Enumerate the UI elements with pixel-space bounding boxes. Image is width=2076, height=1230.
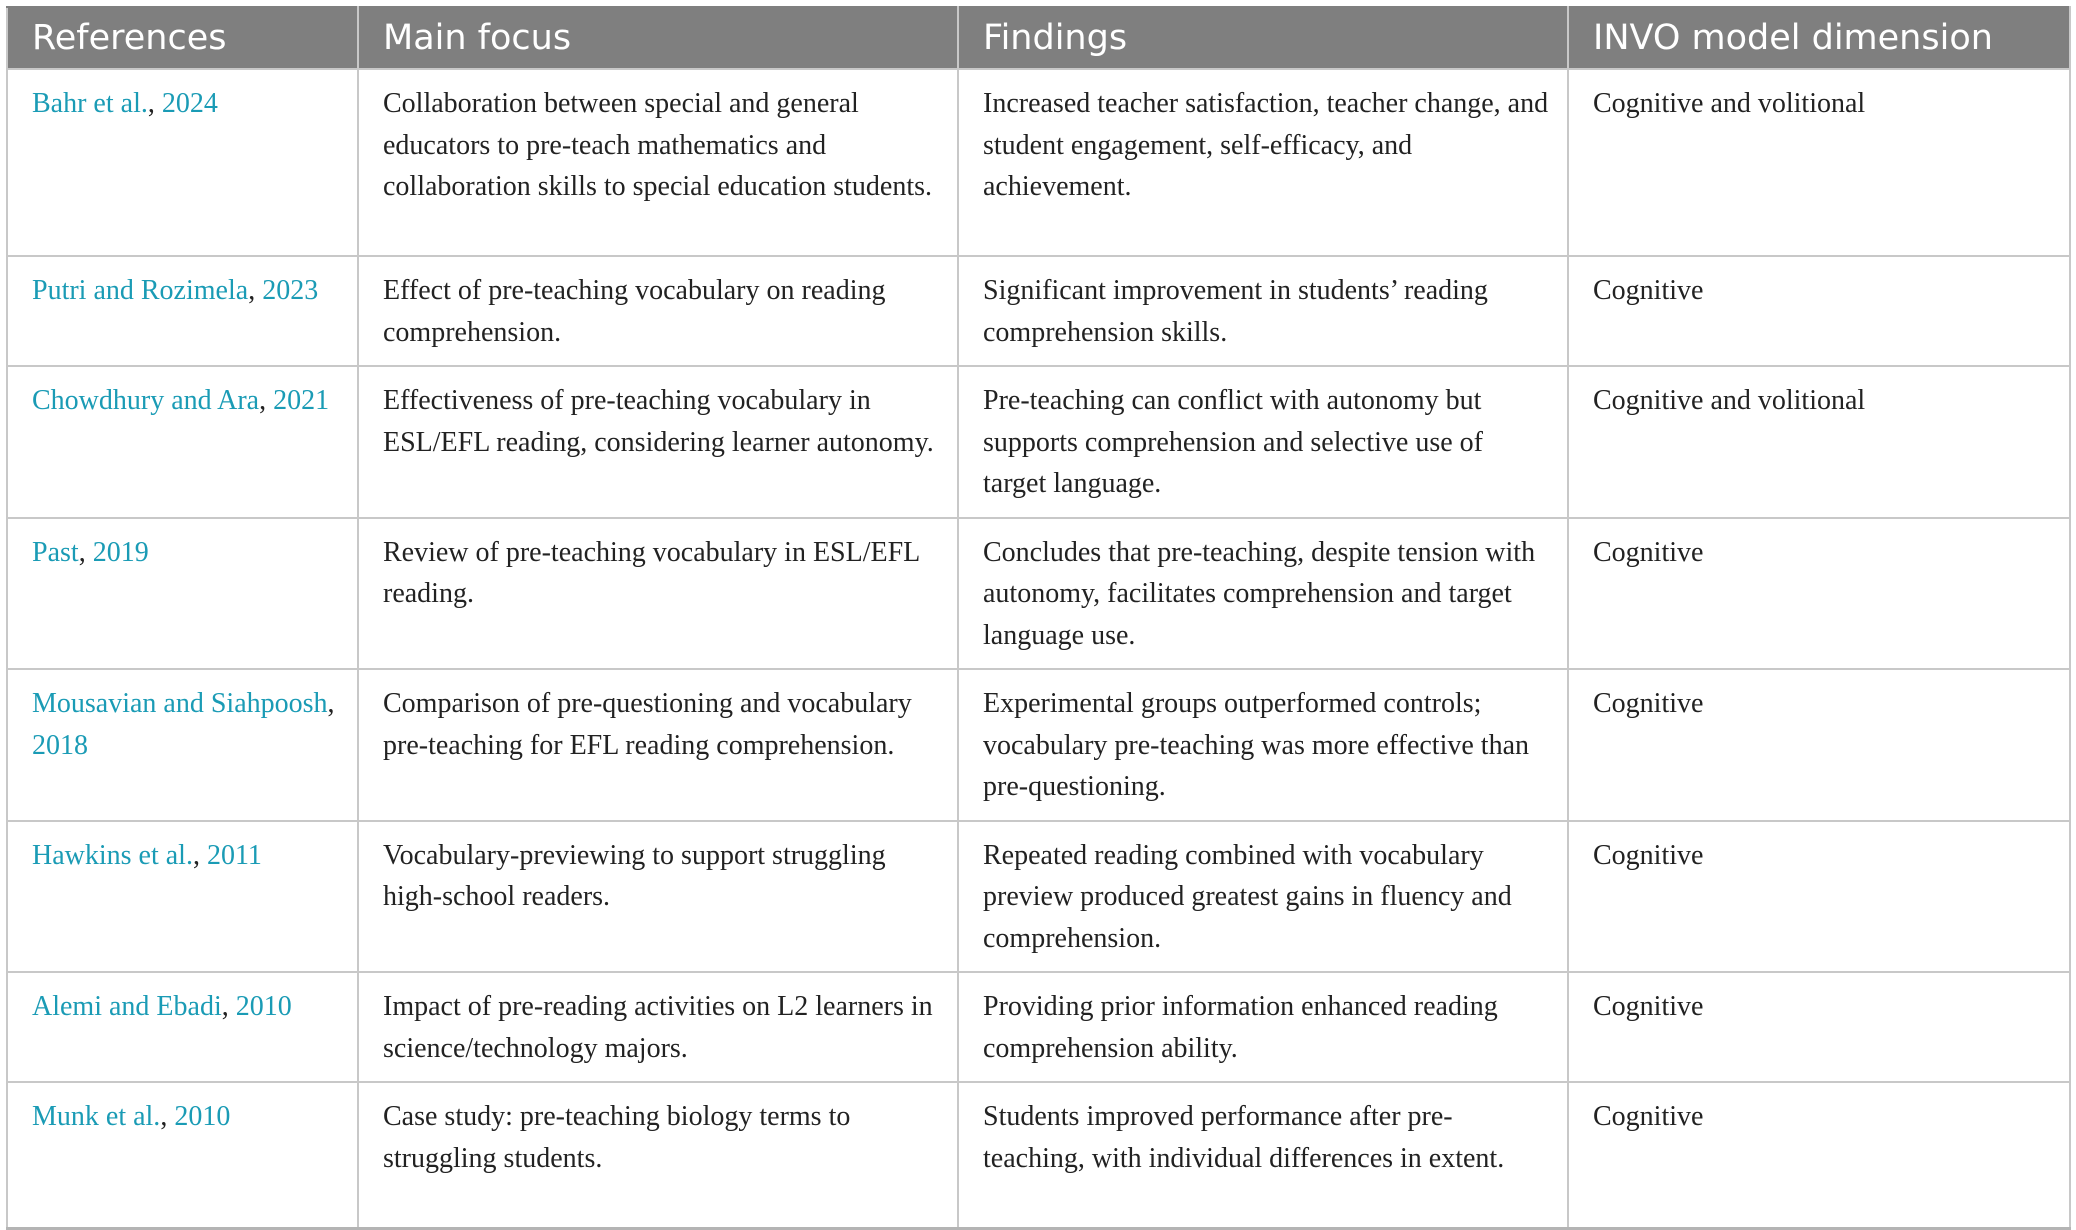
header-invo-dimension: INVO model dimension: [1568, 7, 2070, 69]
reference-cell: [7, 972, 358, 1082]
findings-cell: Pre-teaching can conflict with autonomy but supports comprehension and selective use of target language.: [958, 366, 1568, 518]
dimension-cell: Cognitive: [1568, 821, 2070, 973]
findings-cell: Concludes that pre-teaching, despite tension with autonomy, facilitates comprehension and target language use.: [958, 518, 1568, 670]
reference-year-link[interactable]: 2019: [92, 536, 149, 568]
reference-authors-link[interactable]: Bahr et al.: [32, 88, 148, 119]
reference-cell: [7, 256, 358, 366]
main-focus-cell: Vocabulary-previewing to support struggling high-school readers.: [358, 821, 958, 973]
references-table-container: [6, 6, 2069, 1230]
reference-cell: [7, 1082, 358, 1229]
table-header: [7, 7, 2070, 69]
header-row: [7, 7, 2070, 69]
table-row: [7, 1082, 2070, 1229]
findings-cell: Increased teacher satisfaction, teacher change, and student engagement, self-efficacy, and achievement.: [958, 69, 1568, 256]
header-main-focus: Main focus: [358, 7, 958, 69]
reference-authors-link[interactable]: Putri and Rozimela: [32, 275, 249, 306]
dimension-cell: Cognitive: [1568, 669, 2070, 821]
reference-separator: ,: [192, 839, 207, 871]
table-body: [7, 69, 2070, 1229]
main-focus-cell: Effectiveness of pre-teaching vocabulary in ESL/EFL reading, considering learner autonomy.: [358, 366, 958, 518]
findings-cell: Students improved performance after pre-teaching, with individual differences in extent.: [958, 1082, 1568, 1229]
reference-separator: ,: [248, 275, 263, 306]
references-table: [6, 6, 2071, 1230]
header-references: References: [7, 7, 358, 69]
findings-cell: Experimental groups outperformed controls; vocabulary pre-teaching was more effective than pre-questioning.: [958, 669, 1568, 821]
reference-separator: ,: [327, 688, 335, 719]
reference-year-link[interactable]: 2010: [174, 1101, 231, 1132]
main-focus-cell: Comparison of pre-questioning and vocabulary pre-teaching for EFL reading comprehension.: [358, 669, 958, 821]
reference-separator: ,: [259, 385, 274, 416]
dimension-cell: Cognitive and volitional: [1568, 69, 2070, 256]
reference-cell: [7, 366, 358, 518]
findings-cell: Repeated reading combined with vocabulary preview produced greatest gains in fluency and comprehension.: [958, 821, 1568, 973]
reference-authors-link[interactable]: Alemi and Ebadi: [32, 991, 222, 1022]
reference-year-link[interactable]: 2011: [206, 839, 262, 871]
reference-separator: ,: [160, 1101, 175, 1132]
reference-cell: [7, 669, 358, 821]
reference-year-link[interactable]: 2024: [161, 88, 218, 119]
main-focus-cell: Review of pre-teaching vocabulary in ESL/EFL reading.: [358, 518, 958, 670]
dimension-cell: Cognitive: [1568, 256, 2070, 366]
dimension-cell: Cognitive: [1568, 1082, 2070, 1229]
main-focus-cell: Effect of pre-teaching vocabulary on reading comprehension.: [358, 256, 958, 366]
main-focus-cell: Case study: pre-teaching biology terms to struggling students.: [358, 1082, 958, 1229]
header-findings: Findings: [958, 7, 1568, 69]
findings-cell: Providing prior information enhanced reading comprehension ability.: [958, 972, 1568, 1082]
reference-separator: ,: [147, 88, 162, 119]
findings-cell: Significant improvement in students’ reading comprehension skills.: [958, 256, 1568, 366]
reference-authors-link[interactable]: Munk et al.: [32, 1101, 161, 1132]
table-row: [7, 69, 2070, 256]
reference-authors-link[interactable]: Chowdhury and Ara: [32, 385, 260, 416]
reference-cell: [7, 518, 358, 670]
table-row: [7, 256, 2070, 366]
dimension-cell: Cognitive: [1568, 518, 2070, 670]
reference-authors-link[interactable]: Past: [32, 536, 79, 568]
table-row: [7, 972, 2070, 1082]
reference-year-link[interactable]: 2021: [273, 385, 330, 416]
reference-year-link[interactable]: 2023: [262, 275, 319, 306]
reference-year-link[interactable]: 2010: [235, 991, 292, 1022]
table-row: [7, 821, 2070, 973]
dimension-cell: Cognitive and volitional: [1568, 366, 2070, 518]
reference-cell: [7, 69, 358, 256]
dimension-cell: Cognitive: [1568, 972, 2070, 1082]
reference-year-link[interactable]: 2018: [32, 729, 88, 761]
reference-authors-link[interactable]: Mousavian and Siahpoosh: [32, 688, 328, 719]
table-row: [7, 366, 2070, 518]
table-row: [7, 518, 2070, 670]
reference-separator: ,: [78, 536, 93, 568]
reference-authors-link[interactable]: Hawkins et al.: [32, 839, 193, 871]
main-focus-cell: Collaboration between special and general educators to pre-teach mathematics and collaboration skills to special education students.: [358, 69, 958, 256]
reference-separator: ,: [221, 991, 236, 1022]
table-row: [7, 669, 2070, 821]
main-focus-cell: Impact of pre-reading activities on L2 learners in science/technology majors.: [358, 972, 958, 1082]
reference-cell: [7, 821, 358, 973]
